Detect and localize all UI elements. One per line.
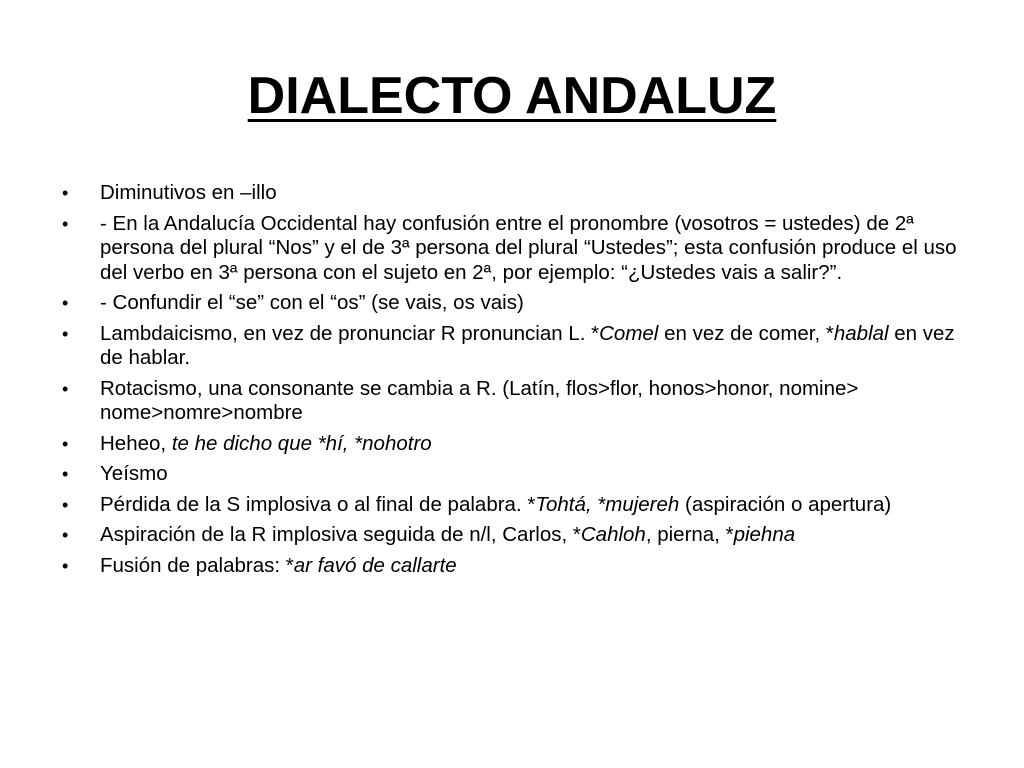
- bullet-text: [100, 493, 891, 516]
- bullet-text-italic-segment: ar favó de callarte: [293, 553, 457, 577]
- bullet-text-italic-segment: Comel: [599, 321, 659, 345]
- slide-title: DIALECTO ANDALUZ: [247, 67, 777, 125]
- bullet-text-segment: - Confundir el “se” con el “os” (se vais, os vais): [100, 291, 524, 314]
- bullet-text: [100, 432, 432, 455]
- bullet-text-segment: Pérdida de la S implosiva o al final de palabra. *: [100, 492, 536, 516]
- bullet-dot-icon: •: [62, 213, 69, 234]
- bullet-text-segment: - En la Andalucía Occidental hay confusión entre el pronombre (vosotros = ustedes) de 2ª persona del plural “Nos” y el de 3ª persona del plural “Ustedes”; esta confusión produce el uso del verbo en 3ª persona con el sujeto en 2ª, por ejemplo: “¿Ustedes vais a salir?”.: [100, 211, 957, 284]
- bullet-dot-icon: •: [62, 183, 69, 203]
- bullet-text: [100, 377, 858, 425]
- bullet-text: [100, 462, 168, 485]
- bullet-text-segment: Heheo,: [100, 431, 172, 455]
- bullet-dot-icon: •: [62, 464, 69, 484]
- bullet-item: [62, 377, 962, 426]
- bullet-text-segment: Yeísmo: [100, 462, 168, 485]
- bullet-dot-icon: •: [62, 555, 69, 576]
- bullet-text-segment: Aspiración de la R implosiva seguida de n/l, Carlos, *: [100, 523, 581, 546]
- bullet-text: [100, 181, 277, 204]
- bullet-item: [62, 181, 962, 206]
- bullet-text-italic-segment: piehna: [733, 523, 796, 546]
- bullet-text-italic-segment: hablal: [833, 321, 889, 345]
- bullet-list: [62, 181, 962, 584]
- bullet-text-segment: Rotacismo, una consonante se cambia a R. (Latín, flos>flor, honos>honor, nomine> nome>nomre>nombre: [100, 376, 859, 424]
- bullet-text: [100, 554, 457, 577]
- bullet-item: [62, 212, 962, 286]
- bullet-item: [62, 493, 962, 518]
- bullet-text-segment: (aspiración o apertura): [679, 492, 892, 516]
- bullet-text-italic-segment: Cahloh: [580, 523, 646, 546]
- bullet-item: [62, 554, 962, 579]
- bullet-item: [62, 322, 962, 371]
- bullet-text-segment: en vez de comer, *: [658, 321, 834, 345]
- bullet-dot-icon: •: [62, 323, 69, 344]
- bullet-text-italic-segment: te he dicho que *hí, *nohotro: [171, 431, 432, 455]
- bullet-dot-icon: •: [62, 525, 69, 545]
- bullet-item: [62, 462, 962, 487]
- bullet-item: [62, 432, 962, 457]
- bullet-dot-icon: •: [62, 494, 69, 515]
- bullet-text-segment: en vez de hablar.: [100, 321, 955, 369]
- bullet-item: [62, 291, 962, 316]
- bullet-text-segment: Diminutivos en –illo: [100, 181, 277, 204]
- bullet-dot-icon: •: [62, 433, 69, 454]
- bullet-item: [62, 523, 962, 548]
- bullet-dot-icon: •: [62, 378, 69, 399]
- bullet-text-segment: Fusión de palabras: *: [100, 553, 294, 577]
- bullet-text: [100, 212, 957, 284]
- bullet-text-segment: , pierna, *: [645, 523, 734, 546]
- bullet-dot-icon: •: [62, 293, 69, 313]
- bullet-text-italic-segment: Tohtá, *mujereh: [535, 492, 680, 516]
- bullet-text-segment: Lambdaicismo, en vez de pronunciar R pronuncian L. *: [100, 321, 600, 345]
- bullet-text: [100, 523, 795, 546]
- bullet-text: [100, 322, 955, 370]
- bullet-text: [100, 291, 524, 314]
